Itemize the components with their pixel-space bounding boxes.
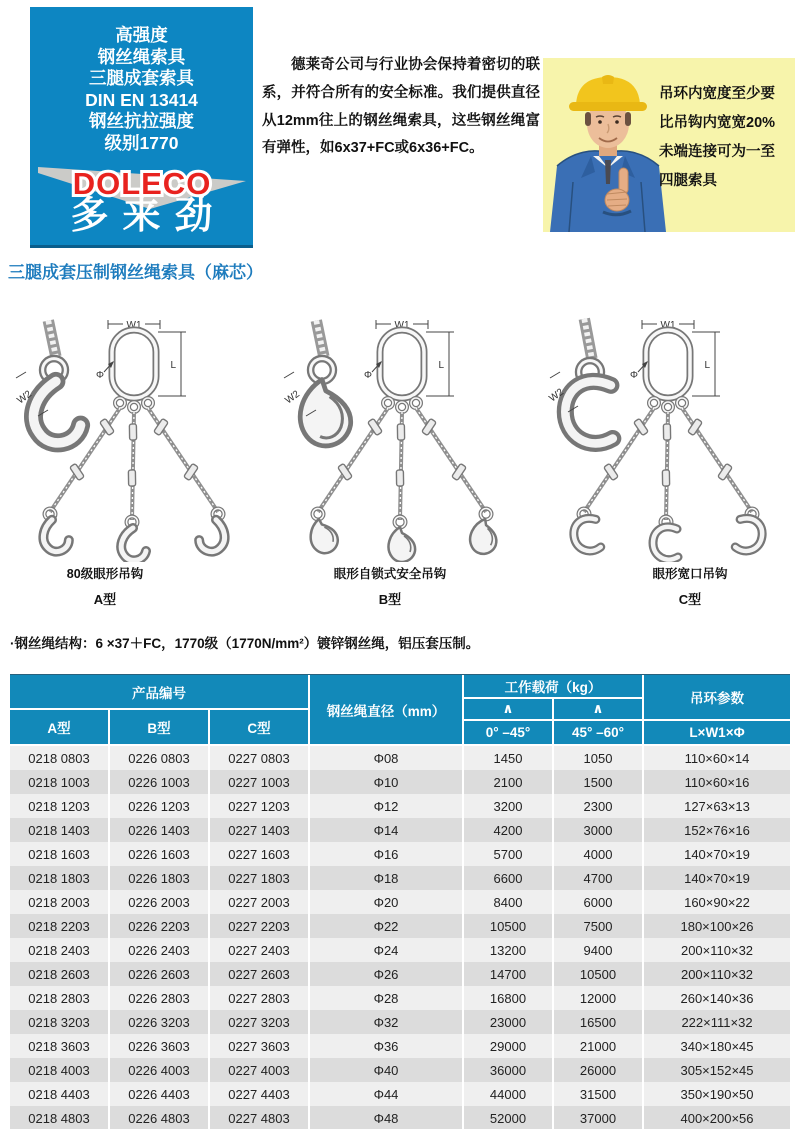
master-link — [364, 320, 454, 398]
cell-code-c: 0227 2003 — [210, 890, 308, 914]
cell-code-a: 0218 1203 — [10, 794, 108, 818]
phi-label: Φ — [96, 370, 104, 381]
cell-code-a: 0218 2203 — [10, 914, 108, 938]
cell-diameter: Φ24 — [310, 938, 462, 962]
worker-illustration — [550, 75, 666, 232]
spec-table-header — [10, 675, 790, 744]
w1-label: W1 — [660, 320, 676, 331]
diagram-sling-type-c — [542, 312, 794, 562]
cell-code-b: 0226 1003 — [110, 770, 208, 794]
type-label: A型 — [93, 592, 117, 607]
tip-line: 四腿索具 — [659, 173, 717, 189]
cell-ring-params: 140×70×19 — [644, 842, 790, 866]
cell-load-45-60: 26000 — [554, 1058, 642, 1082]
cell-diameter: Φ26 — [310, 962, 462, 986]
cell-code-c: 0227 4803 — [210, 1106, 308, 1129]
cell-load-45-60: 4700 — [554, 866, 642, 890]
phi-label: Φ — [630, 370, 638, 381]
table-row — [10, 1010, 790, 1034]
header-col-a: A型 — [10, 710, 108, 744]
leg-hook — [468, 507, 502, 556]
cell-code-a: 0218 2803 — [10, 986, 108, 1010]
table-row — [10, 842, 790, 866]
w2-label: W2 — [15, 388, 34, 407]
header-col-b: B型 — [110, 710, 208, 744]
brand-claim-line: DIN EN 13414 — [85, 89, 198, 110]
tip-line: 未端连接可为一至 — [659, 144, 775, 160]
cell-diameter: Φ14 — [310, 818, 462, 842]
section-title: 三腿成套压制钢丝绳索具（麻芯） — [8, 263, 263, 282]
cell-load-45-60: 1050 — [554, 746, 642, 770]
cell-load-45-60: 4000 — [554, 842, 642, 866]
cell-code-b: 0226 2403 — [110, 938, 208, 962]
cell-code-a: 0218 4803 — [10, 1106, 108, 1129]
hook-type-name: 80级眼形吊钩 — [66, 567, 144, 581]
cell-code-c: 0227 1203 — [210, 794, 308, 818]
leg-hook — [121, 517, 146, 561]
header-angle-range-2: 45° –60° — [554, 721, 642, 744]
table-row — [10, 890, 790, 914]
header-col-c: C型 — [210, 710, 308, 744]
leg-hook — [735, 507, 766, 553]
master-link — [96, 320, 186, 398]
cell-code-b: 0226 4803 — [110, 1106, 208, 1129]
spec-table-body — [10, 746, 790, 1129]
cell-load-0-45: 8400 — [464, 890, 552, 914]
cell-ring-params: 200×110×32 — [644, 962, 790, 986]
leg-hook — [198, 506, 230, 554]
header-working-load: 工作载荷（kg） — [464, 675, 642, 697]
w2-label: W2 — [547, 386, 566, 405]
cell-load-45-60: 16500 — [554, 1010, 642, 1034]
cell-ring-params: 350×190×50 — [644, 1082, 790, 1106]
phi-label: Φ — [364, 370, 372, 381]
cell-code-b: 0226 2203 — [110, 914, 208, 938]
cell-ring-params: 400×200×56 — [644, 1106, 790, 1129]
cell-diameter: Φ32 — [310, 1010, 462, 1034]
table-row — [10, 770, 790, 794]
cell-code-c: 0227 3203 — [210, 1010, 308, 1034]
cell-ring-params: 160×90×22 — [644, 890, 790, 914]
cell-code-b: 0226 3203 — [110, 1010, 208, 1034]
cell-ring-params: 260×140×36 — [644, 986, 790, 1010]
cell-code-c: 0227 2803 — [210, 986, 308, 1010]
header-ring-params: 吊环参数 — [644, 675, 790, 719]
cell-code-b: 0226 4003 — [110, 1058, 208, 1082]
cell-load-0-45: 44000 — [464, 1082, 552, 1106]
diagram-caption-a — [15, 564, 195, 608]
detail-hook-b — [300, 321, 351, 446]
cell-ring-params: 127×63×13 — [644, 794, 790, 818]
cell-load-0-45: 5700 — [464, 842, 552, 866]
master-link — [630, 320, 720, 398]
cell-code-c: 0227 2603 — [210, 962, 308, 986]
cell-code-a: 0218 1403 — [10, 818, 108, 842]
logo-wordmark: DOLECO — [72, 166, 212, 201]
cell-code-b: 0226 2003 — [110, 890, 208, 914]
cell-load-0-45: 36000 — [464, 1058, 552, 1082]
cell-load-0-45: 29000 — [464, 1034, 552, 1058]
cell-ring-params: 110×60×16 — [644, 770, 790, 794]
cell-ring-params: 222×111×32 — [644, 1010, 790, 1034]
table-row — [10, 1106, 790, 1129]
cell-code-b: 0226 3603 — [110, 1034, 208, 1058]
cell-code-a: 0218 1803 — [10, 866, 108, 890]
cell-code-a: 0218 3203 — [10, 1010, 108, 1034]
brand-claim-line: 三腿成套索具 — [89, 68, 194, 88]
brand-chinese-name: 多来劲 — [70, 195, 227, 237]
table-row — [10, 794, 790, 818]
table-row — [10, 986, 790, 1010]
table-row — [10, 746, 790, 770]
cell-diameter: Φ22 — [310, 914, 462, 938]
cell-load-0-45: 4200 — [464, 818, 552, 842]
diagram-sling-type-a — [8, 312, 260, 562]
cell-code-a: 0218 0803 — [10, 746, 108, 770]
tip-panel — [543, 58, 795, 232]
cell-code-a: 0218 1603 — [10, 842, 108, 866]
brand-claim-line: 级别1770 — [104, 132, 179, 153]
cell-diameter: Φ08 — [310, 746, 462, 770]
cell-ring-params: 110×60×14 — [644, 746, 790, 770]
worker-photo — [547, 64, 669, 232]
cell-code-a: 0218 4003 — [10, 1058, 108, 1082]
cell-ring-params: 200×110×32 — [644, 938, 790, 962]
cell-code-c: 0227 3603 — [210, 1034, 308, 1058]
diagram-caption-c — [600, 564, 780, 608]
cell-load-45-60: 21000 — [554, 1034, 642, 1058]
cell-diameter: Φ18 — [310, 866, 462, 890]
table-row — [10, 914, 790, 938]
spec-table — [10, 674, 790, 1129]
cell-load-45-60: 3000 — [554, 818, 642, 842]
cell-code-c: 0227 2203 — [210, 914, 308, 938]
tip-line: 吊环内宽度至少要 — [659, 86, 775, 102]
angle-symbol-icon: ∧ — [464, 699, 552, 719]
leg-hook — [570, 507, 601, 553]
brand-claim-line: 钢丝抗拉强度 — [89, 111, 194, 131]
cell-load-45-60: 10500 — [554, 962, 642, 986]
cell-load-45-60: 37000 — [554, 1106, 642, 1129]
cell-ring-params: 340×180×45 — [644, 1034, 790, 1058]
cell-diameter: Φ44 — [310, 1082, 462, 1106]
header-ring-formula: L×W1×Φ — [644, 721, 790, 744]
cell-code-b: 0226 2803 — [110, 986, 208, 1010]
l-label: L — [170, 360, 176, 371]
cell-ring-params: 152×76×16 — [644, 818, 790, 842]
brand-claims — [30, 7, 253, 154]
type-label: B型 — [378, 592, 402, 607]
cell-ring-params: 180×100×26 — [644, 914, 790, 938]
cell-load-0-45: 3200 — [464, 794, 552, 818]
cell-diameter: Φ10 — [310, 770, 462, 794]
w2-label: W2 — [283, 388, 302, 407]
cell-load-45-60: 6000 — [554, 890, 642, 914]
cell-code-c: 0227 1403 — [210, 818, 308, 842]
cell-code-a: 0218 2403 — [10, 938, 108, 962]
leg-hook — [38, 506, 70, 554]
tip-text — [659, 80, 775, 196]
leg-hook — [389, 517, 416, 562]
cell-load-0-45: 6600 — [464, 866, 552, 890]
w1-label: W1 — [394, 320, 410, 331]
cell-load-45-60: 2300 — [554, 794, 642, 818]
cell-load-0-45: 16800 — [464, 986, 552, 1010]
cell-load-0-45: 14700 — [464, 962, 552, 986]
cell-ring-params: 305×152×45 — [644, 1058, 790, 1082]
leg-hook — [306, 506, 340, 555]
cell-code-c: 0227 1603 — [210, 842, 308, 866]
cell-diameter: Φ20 — [310, 890, 462, 914]
table-row — [10, 1034, 790, 1058]
brand-claim-line: 钢丝绳索具 — [97, 46, 186, 67]
leg-hook — [653, 517, 678, 560]
cell-code-c: 0227 4403 — [210, 1082, 308, 1106]
cell-code-c: 0227 1003 — [210, 770, 308, 794]
cell-code-a: 0218 2603 — [10, 962, 108, 986]
table-row — [10, 866, 790, 890]
table-row — [10, 962, 790, 986]
cell-load-45-60: 31500 — [554, 1082, 642, 1106]
cell-code-b: 0226 1603 — [110, 842, 208, 866]
header-angle-range-1: 0° –45° — [464, 721, 552, 744]
cell-ring-params: 140×70×19 — [644, 866, 790, 890]
sling-legs — [584, 398, 752, 520]
detail-hook-a — [34, 321, 81, 443]
tip-line: 比吊钩内宽宽20% — [659, 115, 776, 131]
table-row — [10, 818, 790, 842]
cell-code-b: 0226 2603 — [110, 962, 208, 986]
diagram-sling-type-b — [276, 312, 528, 562]
cell-code-c: 0227 0803 — [210, 746, 308, 770]
cell-code-b: 0226 0803 — [110, 746, 208, 770]
cell-load-0-45: 23000 — [464, 1010, 552, 1034]
cell-code-a: 0218 3603 — [10, 1034, 108, 1058]
cell-load-45-60: 7500 — [554, 914, 642, 938]
cell-load-0-45: 10500 — [464, 914, 552, 938]
cell-load-45-60: 1500 — [554, 770, 642, 794]
cell-diameter: Φ48 — [310, 1106, 462, 1129]
cell-load-0-45: 52000 — [464, 1106, 552, 1129]
detail-hook-c — [565, 319, 613, 444]
type-label: C型 — [678, 592, 702, 607]
cell-code-a: 0218 2003 — [10, 890, 108, 914]
table-row — [10, 938, 790, 962]
angle-symbol-icon: ∧ — [554, 699, 642, 719]
cell-code-b: 0226 1203 — [110, 794, 208, 818]
hook-type-name: 眼形自锁式安全吊钩 — [333, 567, 447, 581]
cell-code-c: 0227 4003 — [210, 1058, 308, 1082]
cell-code-a: 0218 1003 — [10, 770, 108, 794]
cell-code-b: 0226 4403 — [110, 1082, 208, 1106]
cell-diameter: Φ16 — [310, 842, 462, 866]
cell-code-b: 0226 1803 — [110, 866, 208, 890]
sling-legs — [50, 398, 218, 520]
cell-diameter: Φ36 — [310, 1034, 462, 1058]
brand-claim-line: 高强度 — [115, 25, 168, 45]
w1-label: W1 — [126, 320, 142, 331]
cell-code-c: 0227 1803 — [210, 866, 308, 890]
cell-code-a: 0218 4403 — [10, 1082, 108, 1106]
cell-diameter: Φ12 — [310, 794, 462, 818]
l-label: L — [704, 360, 710, 371]
diagram-caption-b — [295, 564, 485, 608]
cell-diameter: Φ40 — [310, 1058, 462, 1082]
cell-load-0-45: 13200 — [464, 938, 552, 962]
cell-load-0-45: 1450 — [464, 746, 552, 770]
intro-paragraph: 德莱奇公司与行业协会保持着密切的联系，并符合所有的安全标准。我们提供直径从12mm往上的钢丝绳索具，这些钢丝绳富有弹性，如6x37+FC或6x36+FC。 — [262, 57, 540, 157]
cell-code-b: 0226 1403 — [110, 818, 208, 842]
hook-type-name: 眼形宽口吊钩 — [652, 567, 728, 581]
cell-load-45-60: 12000 — [554, 986, 642, 1010]
cell-load-45-60: 9400 — [554, 938, 642, 962]
cell-load-0-45: 2100 — [464, 770, 552, 794]
rope-spec-note: ·钢丝绳结构：6 ×37＋FC，1770级（1770N/mm²）镀锌钢丝绳，铝压套压制。 — [10, 636, 480, 651]
table-row — [10, 1082, 790, 1106]
brand-panel — [30, 7, 253, 248]
cell-diameter: Φ28 — [310, 986, 462, 1010]
table-row — [10, 1058, 790, 1082]
l-label: L — [438, 360, 444, 371]
header-product-code: 产品编号 — [10, 675, 308, 708]
header-diameter: 钢丝绳直径（mm） — [310, 675, 462, 744]
cell-code-c: 0227 2403 — [210, 938, 308, 962]
